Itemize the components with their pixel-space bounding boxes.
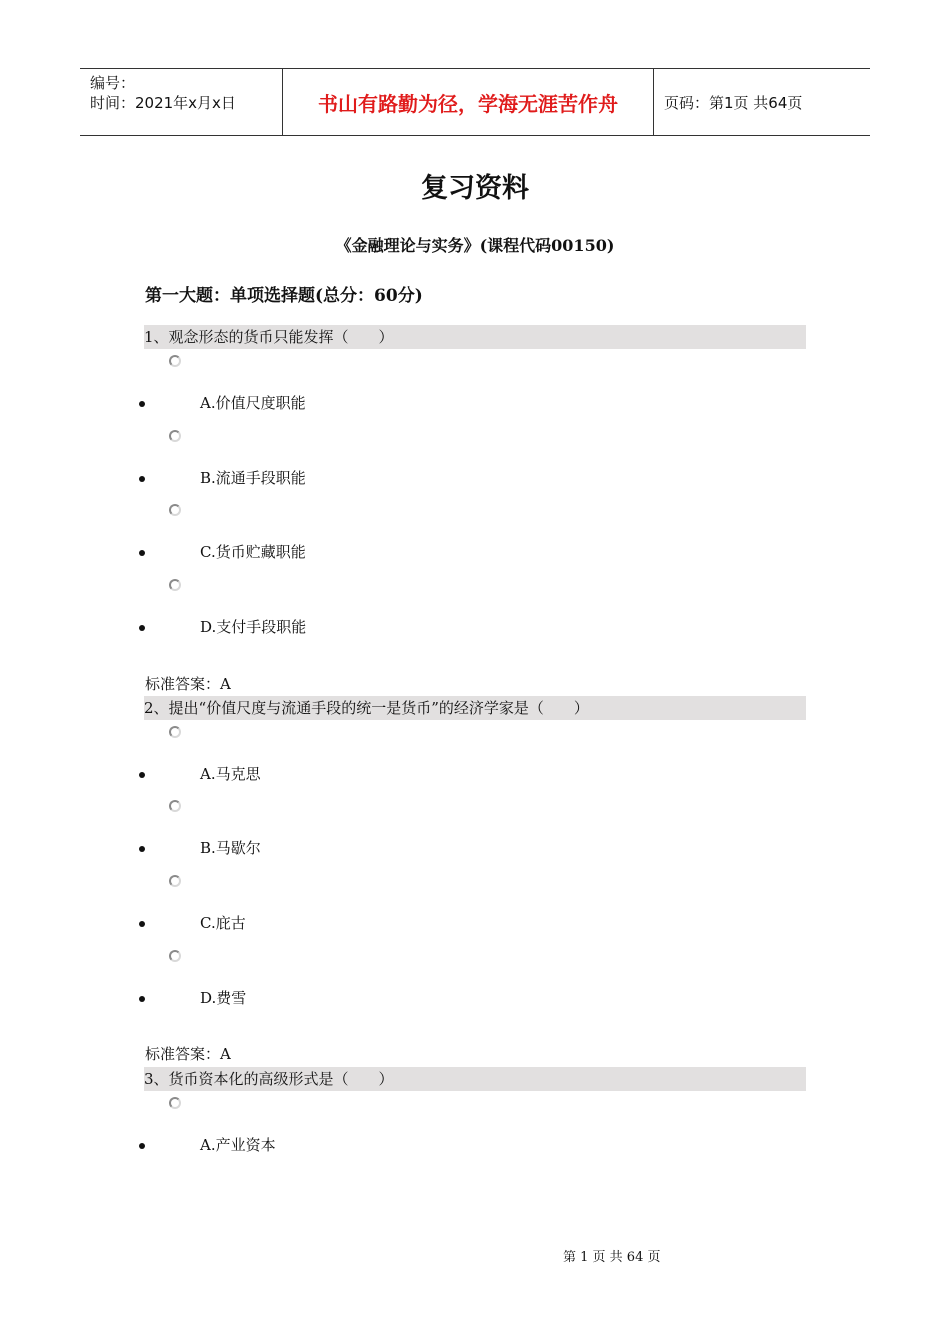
- header-meta: [80, 69, 282, 135]
- bullet-icon: [139, 625, 145, 631]
- bullet-icon: [139, 1143, 145, 1149]
- radio-button-q1-d[interactable]: [169, 579, 181, 591]
- number-label: 编号：: [90, 74, 136, 92]
- page-info: 页码：第1页 共64页: [664, 93, 803, 112]
- option-q1-c[interactable]: C.货币贮藏职能: [200, 543, 306, 561]
- radio-button-q1-c[interactable]: [169, 504, 181, 516]
- date-label: 时间：2021年x月x日: [90, 94, 236, 112]
- radio-button-q2-d[interactable]: [169, 950, 181, 962]
- header-table: [80, 68, 870, 136]
- page-subtitle: 《金融理论与实务》(课程代码00150): [335, 236, 615, 255]
- radio-button-q1-b[interactable]: [169, 430, 181, 442]
- page-footer: 第 1 页 共 64 页: [563, 1250, 661, 1265]
- option-q2-b[interactable]: B.马歇尔: [200, 839, 261, 857]
- page-title: 复习资料: [421, 173, 529, 204]
- bullet-icon: [139, 772, 145, 778]
- option-q1-b[interactable]: B.流通手段职能: [200, 469, 306, 487]
- radio-button-q2-b[interactable]: [169, 800, 181, 812]
- option-q1-d[interactable]: D.支付手段职能: [200, 618, 307, 636]
- option-q1-a[interactable]: A.价值尺度职能: [200, 394, 306, 412]
- bullet-icon: [139, 401, 145, 407]
- question-1: 1、观念形态的货币只能发挥（ ）: [144, 325, 806, 349]
- bullet-icon: [139, 996, 145, 1002]
- answer-q1: 标准答案：A: [145, 675, 231, 693]
- option-q3-a[interactable]: A.产业资本: [200, 1136, 276, 1154]
- option-q2-d[interactable]: D.费雪: [200, 989, 247, 1007]
- radio-button-q2-c[interactable]: [169, 875, 181, 887]
- bullet-icon: [139, 846, 145, 852]
- motto: 书山有路勤为径，学海无涯苦作舟: [282, 69, 654, 135]
- option-q2-a[interactable]: A.马克思: [200, 765, 261, 783]
- question-3: 3、货币资本化的高级形式是（ ）: [144, 1067, 806, 1091]
- question-2: 2、提出“价值尺度与流通手段的统一是货币”的经济学家是（ ）: [144, 696, 806, 720]
- radio-button-q1-a[interactable]: [169, 355, 181, 367]
- section-heading: 第一大题：单项选择题(总分：60分): [145, 286, 423, 306]
- bullet-icon: [139, 550, 145, 556]
- bullet-icon: [139, 921, 145, 927]
- radio-button-q2-a[interactable]: [169, 726, 181, 738]
- answer-q2: 标准答案：A: [145, 1045, 231, 1063]
- option-q2-c[interactable]: C.庇古: [200, 914, 246, 932]
- radio-button-q3-a[interactable]: [169, 1097, 181, 1109]
- bullet-icon: [139, 476, 145, 482]
